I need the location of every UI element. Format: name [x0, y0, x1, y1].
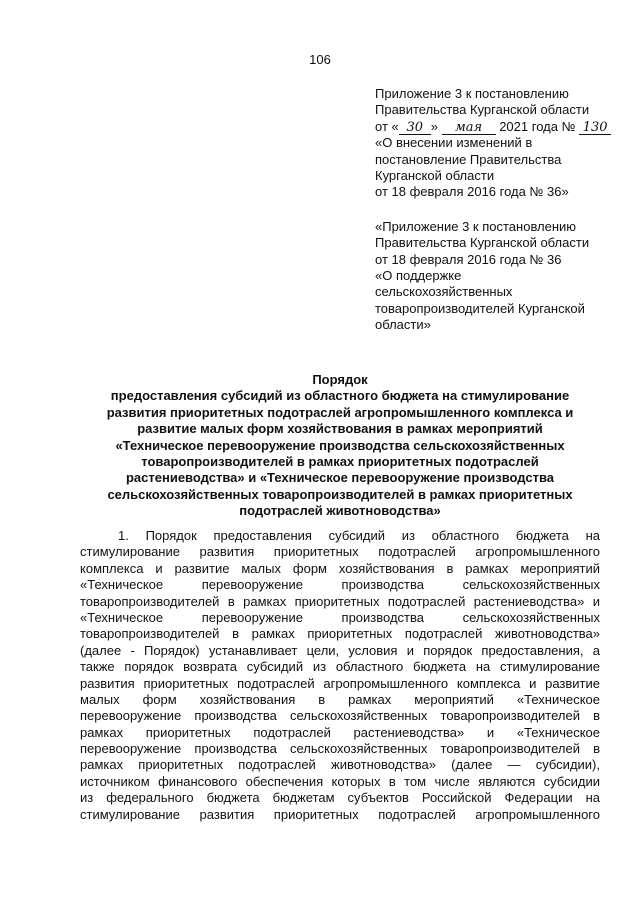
attachment-line: «О поддержке	[375, 268, 462, 284]
title-heading: Порядок	[312, 372, 368, 387]
date-mid: 2021 года №	[495, 118, 580, 134]
body-line: рамках приоритетных подотраслей животноводства» (далее — субсидии),	[80, 757, 600, 773]
attachment-line: «О внесении изменений в	[375, 135, 533, 151]
body-line: перевооружение производства сельскохозяйственных товаропроизводителей в	[80, 708, 600, 724]
body-line: стимулирование развития приоритетных подотраслей агропромышленного	[80, 544, 600, 560]
title-line: предоставления субсидий из областного бюджета на стимулирование	[110, 388, 570, 404]
handwritten-month: мая	[442, 121, 496, 135]
body-line: стимулирование развития приоритетных подотраслей агропромышленного	[80, 806, 600, 822]
page-number: 106	[309, 52, 331, 67]
attachment-line: Правительства Курганской области	[375, 102, 590, 118]
body-line: товаропроизводителей в рамках приоритетных подотраслей животноводства»	[80, 626, 600, 642]
attachment-line: постановление Правительства	[375, 151, 562, 167]
body-line: рамках приоритетных подотраслей растениеводства» и «Техническое	[80, 724, 600, 740]
title-line: растениеводства» и «Техническое перевооружение производства	[125, 470, 555, 486]
body-line: перевооружение производства сельскохозяйственных товаропроизводителей в	[80, 741, 600, 757]
title-line: сельскохозяйственных товаропроизводителей в рамках приоритетных	[107, 486, 573, 502]
title-line: «Техническое перевооружение производства сельскохозяйственных	[115, 437, 565, 453]
document-title	[80, 372, 600, 520]
attachment-line: Правительства Курганской области	[375, 235, 590, 251]
attachment-line: сельскохозяйственных	[375, 284, 513, 300]
handwritten-day: 30	[399, 121, 431, 135]
attachment-original	[375, 219, 630, 334]
title-line: развитие малых форм хозяйствования в рамках мероприятий	[137, 421, 543, 437]
attachment-line: от 18 февраля 2016 года № 36»	[375, 184, 569, 200]
paragraph-1	[80, 528, 600, 823]
body-line: 1. Порядок предоставления субсидий из областного бюджета на	[118, 528, 600, 543]
body-line: также порядок возврата субсидий из областного бюджета на стимулирование	[80, 659, 600, 675]
body-line: «Техническое перевооружение производства сельскохозяйственных	[80, 577, 600, 593]
attachment-header	[375, 86, 630, 334]
title-line: развития приоритетных подотраслей агропромышленного комплекса и	[106, 404, 574, 420]
body-line: из федерального бюджета бюджетам субъектов Российской Федерации на	[80, 790, 600, 806]
attachment-line: Курганской области	[375, 168, 495, 184]
attachment-line: «Приложение 3 к постановлению	[375, 218, 577, 234]
body-line: комплекса и развитие малых форм хозяйствования в рамках мероприятий	[80, 560, 600, 576]
handwritten-number: 130	[579, 121, 611, 135]
attachment-line: области»	[375, 317, 431, 333]
body-line: товаропроизводителей в рамках приоритетных подотраслей растениеводства» и	[80, 593, 600, 609]
title-line: подотраслей животноводства»	[239, 503, 441, 519]
body-line: «Техническое перевооружение производства сельскохозяйственных	[80, 609, 600, 625]
body-line: источником финансового обеспечения которых в том числе являются субсидии	[80, 773, 600, 789]
attachment-line: товаропроизводителей Курганской	[375, 300, 585, 316]
body-line: развития приоритетных подотраслей агропромышленного комплекса и развитие	[80, 675, 600, 691]
date-prefix: от «	[375, 118, 399, 134]
date-mid: »	[430, 118, 442, 134]
attachment-current	[375, 86, 630, 201]
body-line: (далее - Порядок) устанавливает цели, условия и порядок предоставления, а	[80, 642, 600, 658]
attachment-line: от 18 февраля 2016 года № 36	[375, 251, 562, 267]
title-line: товаропроизводителей в рамках приоритетных подотраслей	[141, 454, 539, 470]
attachment-date-line	[375, 119, 630, 135]
attachment-line: Приложение 3 к постановлению	[375, 86, 569, 101]
body-line: малых форм хозяйствования в рамках мероприятий «Техническое	[80, 691, 600, 707]
